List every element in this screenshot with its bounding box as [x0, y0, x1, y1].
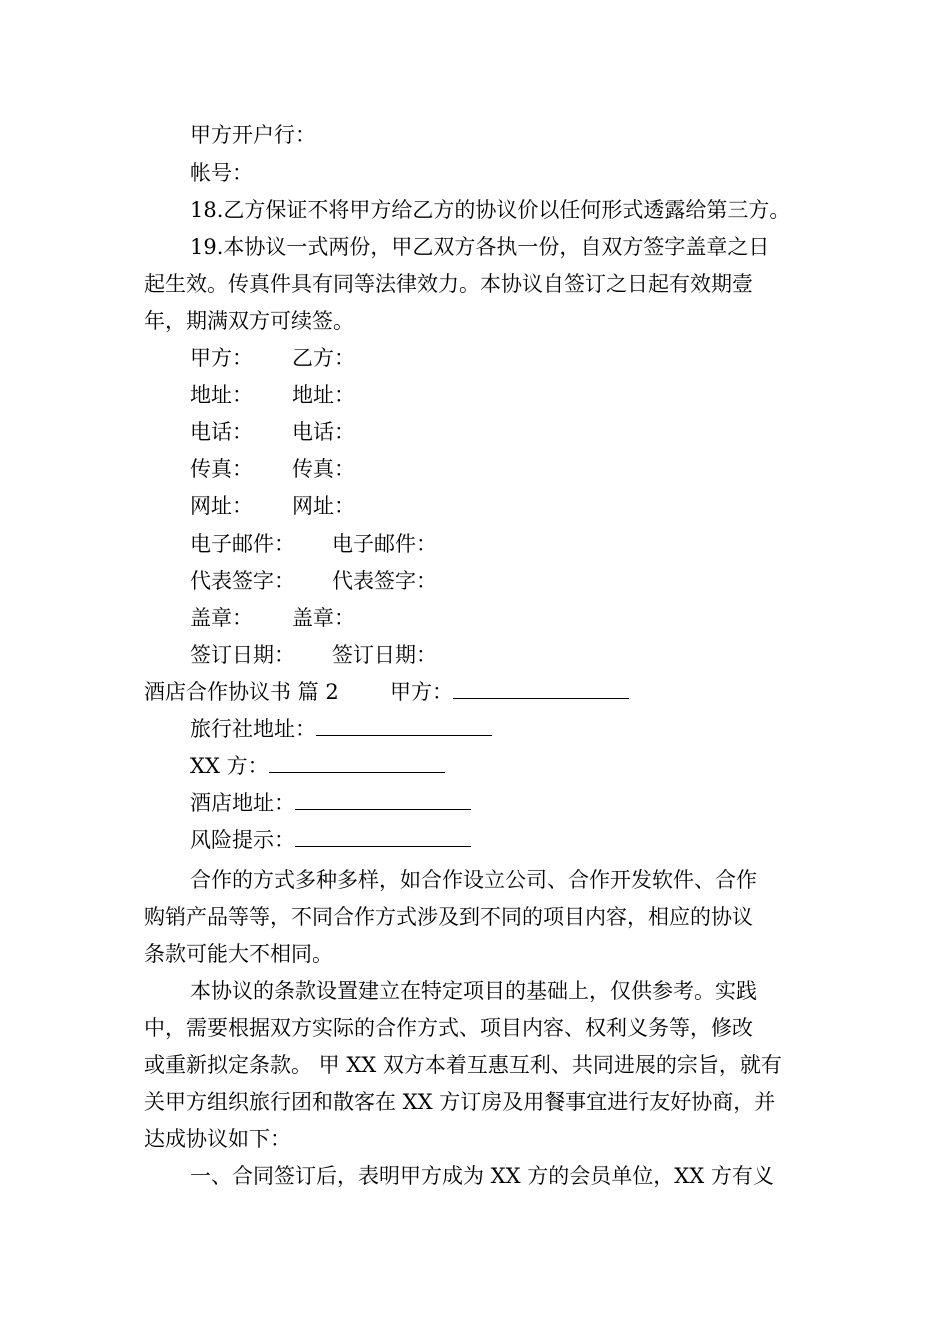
- sign-row: [190, 344, 355, 372]
- para2-line-5: 达成协议如下：: [144, 1127, 291, 1151]
- sign-row: [190, 604, 355, 632]
- para2-line-3: 或重新拟定条款。 甲 XX 双方本着互惠互利、共同进展的宗旨，就有: [144, 1053, 782, 1077]
- risk-label: 风险提示：: [190, 828, 295, 852]
- sign-row: [190, 530, 437, 558]
- hotel-address-blank: [295, 789, 471, 810]
- para1-line-3: 条款可能大不相同。: [144, 942, 333, 966]
- sign-date-right: 签订日期：: [332, 643, 437, 667]
- party-a-sign-label: 甲方：: [190, 346, 253, 370]
- section-heading: [144, 678, 453, 706]
- address-left: 地址：: [190, 383, 253, 407]
- agency-address-label: 旅行社地址：: [190, 717, 316, 741]
- sign-row: [190, 567, 437, 595]
- representative-left: 代表签字：: [190, 569, 295, 593]
- website-left: 网址：: [190, 494, 253, 518]
- xx-party-field: [190, 752, 445, 780]
- sign-row: [190, 492, 355, 520]
- address-right: 地址：: [292, 383, 355, 407]
- website-right: 网址：: [292, 494, 355, 518]
- fax-left: 传真：: [190, 457, 253, 481]
- heading-title: 酒店合作协议书 篇 2: [144, 680, 339, 704]
- party-b-sign-label: 乙方：: [292, 346, 355, 370]
- fax-right: 传真：: [292, 457, 355, 481]
- clause-19-line-1: 19.本协议一式两份，甲乙双方各执一份，自双方签字盖章之日: [190, 235, 770, 259]
- email-right: 电子邮件：: [332, 532, 437, 556]
- seal-left: 盖章：: [190, 606, 253, 630]
- clause-19-line-3: 年，期满双方可续签。: [144, 309, 354, 333]
- para1-line-1: 合作的方式多种多样，如合作设立公司、合作开发软件、合作: [190, 868, 757, 892]
- sign-row: [190, 641, 437, 669]
- para2-line-1: 本协议的条款设置建立在特定项目的基础上，仅供参考。实践: [190, 979, 757, 1003]
- sign-date-left: 签订日期：: [190, 643, 295, 667]
- hotel-address-field: [190, 789, 471, 817]
- clause-18: 18.乙方保证不将甲方给乙方的协议价以任何形式透露给第三方。: [190, 198, 791, 222]
- phone-left: 电话：: [190, 420, 253, 444]
- para1-line-2: 购销产品等等，不同合作方式涉及到不同的项目内容，相应的协议: [144, 905, 753, 929]
- sign-row: [190, 455, 355, 483]
- para2-line-4: 关甲方组织旅行团和散客在 XX 方订房及用餐事宜进行友好协商，并: [144, 1090, 776, 1114]
- account-label: 帐号：: [190, 161, 253, 185]
- agency-address-blank: [316, 715, 492, 736]
- xx-party-label: XX 方：: [190, 754, 269, 778]
- para2-line-2: 中，需要根据双方实际的合作方式、项目内容、权利义务等，修改: [144, 1016, 753, 1040]
- agency-address-field: [190, 715, 492, 743]
- party-a-blank: [453, 678, 629, 699]
- seal-right: 盖章：: [292, 606, 355, 630]
- para3-line-1: 一、合同签订后，表明甲方成为 XX 方的会员单位，XX 方有义: [190, 1164, 774, 1188]
- sign-row: [190, 418, 355, 446]
- party-a-label: 甲方：: [390, 680, 453, 704]
- risk-field: [190, 826, 471, 854]
- clause-19-line-2: 起生效。传真件具有同等法律效力。本协议自签订之日起有效期壹: [144, 272, 753, 296]
- phone-right: 电话：: [292, 420, 355, 444]
- party-a-field: [390, 678, 629, 706]
- xx-party-blank: [269, 752, 445, 773]
- representative-right: 代表签字：: [332, 569, 437, 593]
- bank-label: 甲方开户行：: [190, 123, 316, 147]
- email-left: 电子邮件：: [190, 532, 295, 556]
- risk-blank: [295, 826, 471, 847]
- sign-row: [190, 381, 355, 409]
- hotel-address-label: 酒店地址：: [190, 791, 295, 815]
